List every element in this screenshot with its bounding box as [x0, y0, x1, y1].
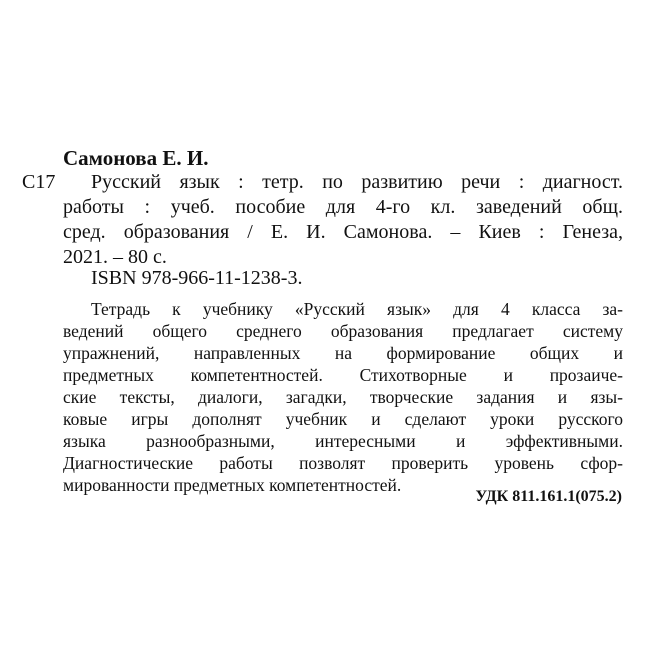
annotation-line: языка разнообразными, интересными и эффективными. — [63, 431, 623, 451]
bibliographic-description — [63, 170, 623, 270]
annotation-line: Диагностические работы позволят проверить уровень сфор- — [63, 453, 623, 473]
description-line: Русский язык : тетр. по развитию речи : диагност. — [91, 171, 623, 193]
author-name: Самонова Е. И. — [63, 146, 209, 170]
annotation-line: предметных компетентностей. Стихотворные и прозаиче- — [63, 365, 623, 385]
annotation-line: ведений общего среднего образования предлагает систему — [63, 321, 623, 341]
annotation-line: Тетрадь к учебнику «Русский язык» для 4 класса за- — [91, 299, 623, 319]
description-line: 2021. – 80 с. — [63, 246, 167, 268]
annotation-line: упражнений, направленных на формирование общих и — [63, 343, 623, 363]
description-line: сред. образования / Е. И. Самонова. – Киев : Генеза, — [63, 221, 623, 243]
classification-code: С17 — [22, 171, 56, 193]
udk-code: УДК 811.161.1(075.2) — [475, 488, 622, 505]
annotation — [63, 298, 623, 496]
annotation-line: ковые игры дополнят учебник и сделают уроки русского — [63, 409, 623, 429]
annotation-line: ские тексты, диалоги, загадки, творческие задания и язы- — [63, 387, 623, 407]
annotation-line: мированности предметных компетентностей. — [63, 475, 402, 495]
isbn: ISBN 978-966-11-1238-3. — [91, 267, 303, 289]
description-line: работы : учеб. пособие для 4-го кл. заведений общ. — [63, 196, 623, 218]
